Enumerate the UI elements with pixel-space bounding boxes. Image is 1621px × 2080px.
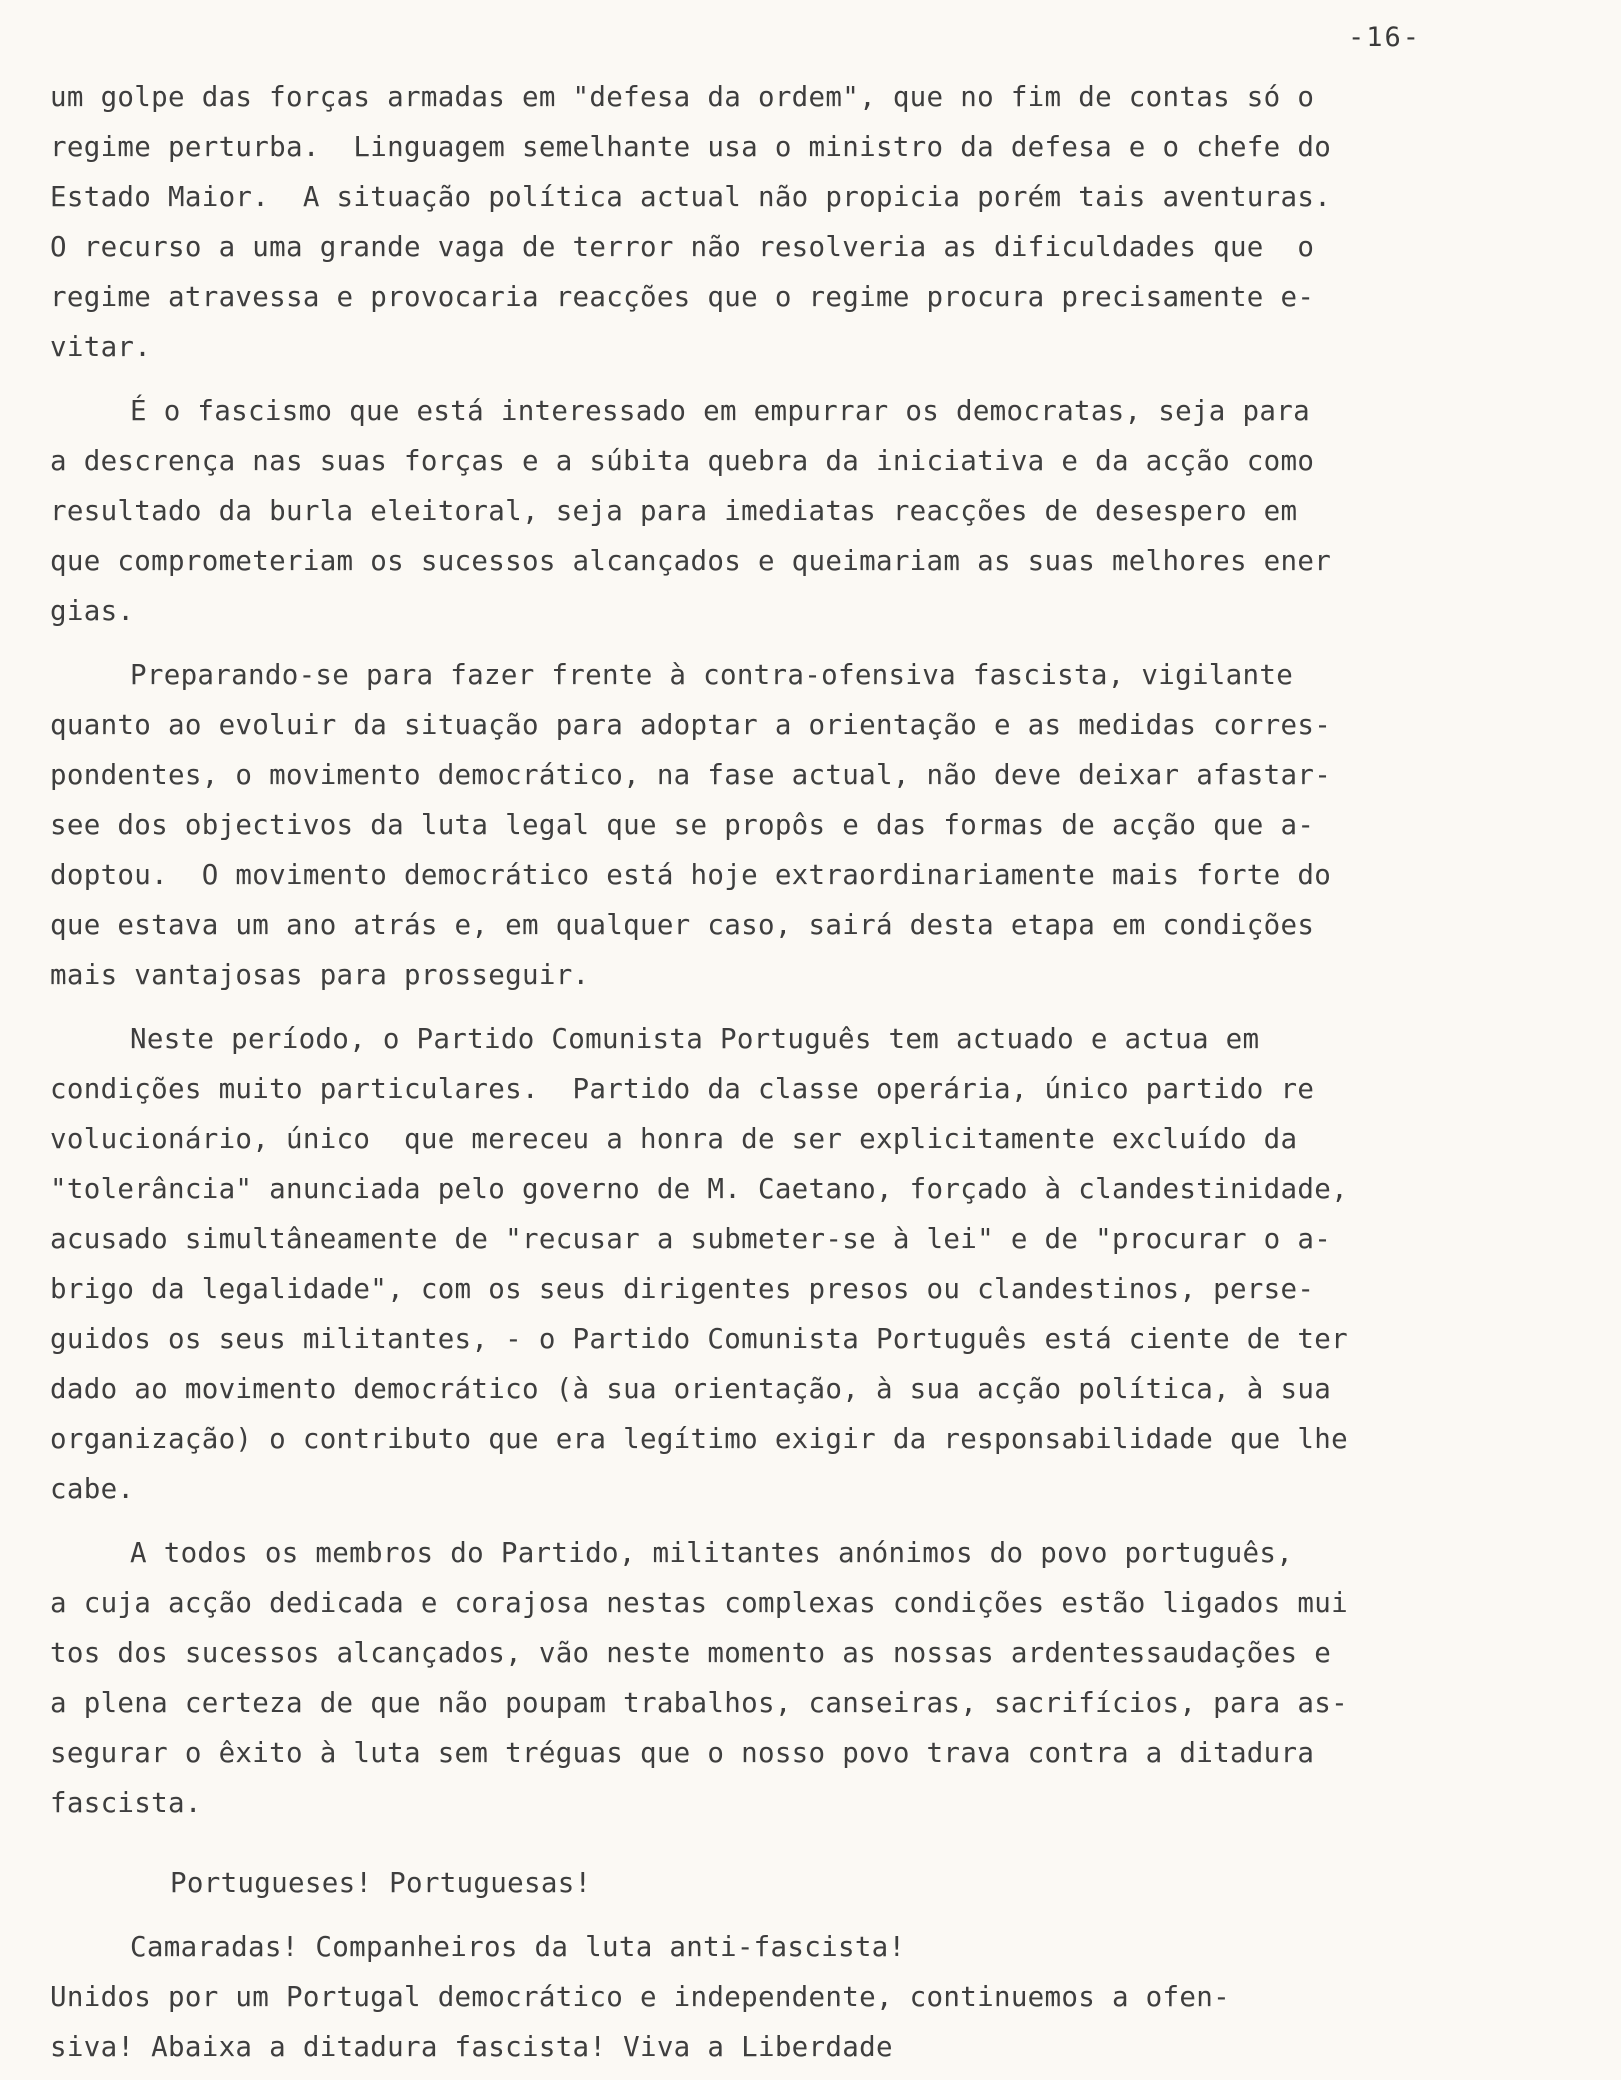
paragraph-line: vitar. xyxy=(50,331,152,363)
paragraph-line: see dos objectivos da luta legal que se propôs e das formas de acção que a- xyxy=(50,809,1315,841)
paragraph-line: segurar o êxito à luta sem tréguas que o nosso povo trava contra a ditadura xyxy=(50,1737,1315,1769)
paragraph-gap xyxy=(50,636,1490,650)
document-body xyxy=(50,72,1490,2072)
paragraph-line: gias. xyxy=(50,595,135,627)
paragraph-first-line: É o fascismo que está interessado em empurrar os democratas, seja para xyxy=(130,395,1310,427)
paragraph-line: regime atravessa e provocaria reacções que o regime procura precisamente e- xyxy=(50,281,1315,313)
paragraph-line: resultado da burla eleitoral, seja para imediatas reacções de desespero em xyxy=(50,495,1298,527)
paragraph-first-line: Neste período, o Partido Comunista Português tem actuado e actua em xyxy=(130,1023,1260,1055)
paragraph-line: "tolerância" anunciada pelo governo de M. Caetano, forçado à clandestinidade, xyxy=(50,1173,1348,1205)
paragraph-gap xyxy=(50,1514,1490,1528)
paragraph-first-line: A todos os membros do Partido, militantes anónimos do povo português, xyxy=(130,1537,1294,1569)
paragraph-line: a plena certeza de que não poupam trabalhos, canseiras, sacrifícios, para as- xyxy=(50,1687,1348,1719)
paragraph-line: a cuja acção dedicada e corajosa nestas complexas condições estão ligados mui xyxy=(50,1587,1348,1619)
paragraph-gap xyxy=(50,1828,1490,1858)
paragraph-line: siva! Abaixa a ditadura fascista! Viva a Liberdade xyxy=(50,2031,893,2063)
paragraph-line: Estado Maior. A situação política actual não propicia porém tais aventuras. xyxy=(50,181,1332,213)
paragraph-first-line: Camaradas! Companheiros da luta anti-fascista! xyxy=(130,1931,906,1963)
paragraph-line: regime perturba. Linguagem semelhante usa o ministro da defesa e o chefe do xyxy=(50,131,1332,163)
paragraph-line: a descrença nas suas forças e a súbita quebra da iniciativa e da acção como xyxy=(50,445,1315,477)
paragraph-line: organização) o contributo que era legítimo exigir da responsabilidade que lhe xyxy=(50,1423,1348,1455)
paragraph-line: que comprometeriam os sucessos alcançados e queimariam as suas melhores ener xyxy=(50,545,1332,577)
paragraph-line: guidos os seus militantes, - o Partido Comunista Português está ciente de ter xyxy=(50,1323,1348,1355)
page-number: -16- xyxy=(1348,22,1422,53)
paragraph-first-line: Portugueses! Portuguesas! xyxy=(170,1867,592,1899)
paragraph-line: O recurso a uma grande vaga de terror não resolveria as dificuldades que o xyxy=(50,231,1315,263)
paragraph-line: acusado simultâneamente de "recusar a submeter-se à lei" e de "procurar o a- xyxy=(50,1223,1332,1255)
paragraph-line: Unidos por um Portugal democrático e independente, continuemos a ofen- xyxy=(50,1981,1230,2013)
paragraph-first-line: um golpe das forças armadas em "defesa da ordem", que no fim de contas só o xyxy=(50,81,1315,113)
paragraph-line: doptou. O movimento democrático está hoje extraordinariamente mais forte do xyxy=(50,859,1332,891)
paragraph-first-line: Preparando-se para fazer frente à contra-ofensiva fascista, vigilante xyxy=(130,659,1294,691)
paragraph-gap xyxy=(50,1000,1490,1014)
paragraph-gap xyxy=(50,372,1490,386)
paragraph-line: quanto ao evoluir da situação para adoptar a orientação e as medidas corres- xyxy=(50,709,1332,741)
paragraph-line: brigo da legalidade", com os seus dirigentes presos ou clandestinos, perse- xyxy=(50,1273,1315,1305)
paragraph-line: mais vantajosas para prosseguir. xyxy=(50,959,590,991)
paragraph-line: condições muito particulares. Partido da classe operária, único partido re xyxy=(50,1073,1315,1105)
paragraph-line: que estava um ano atrás e, em qualquer caso, sairá desta etapa em condições xyxy=(50,909,1315,941)
paragraph-line: dado ao movimento democrático (à sua orientação, à sua acção política, à sua xyxy=(50,1373,1332,1405)
paragraph-line: fascista. xyxy=(50,1787,202,1819)
paragraph-line: tos dos sucessos alcançados, vão neste momento as nossas ardentessaudações e xyxy=(50,1637,1332,1669)
paragraph-line: pondentes, o movimento democrático, na fase actual, não deve deixar afastar- xyxy=(50,759,1332,791)
paragraph-line: cabe. xyxy=(50,1473,135,1505)
paragraph-gap xyxy=(50,1908,1490,1922)
paragraph-line: volucionário, único que mereceu a honra de ser explicitamente excluído da xyxy=(50,1123,1298,1155)
